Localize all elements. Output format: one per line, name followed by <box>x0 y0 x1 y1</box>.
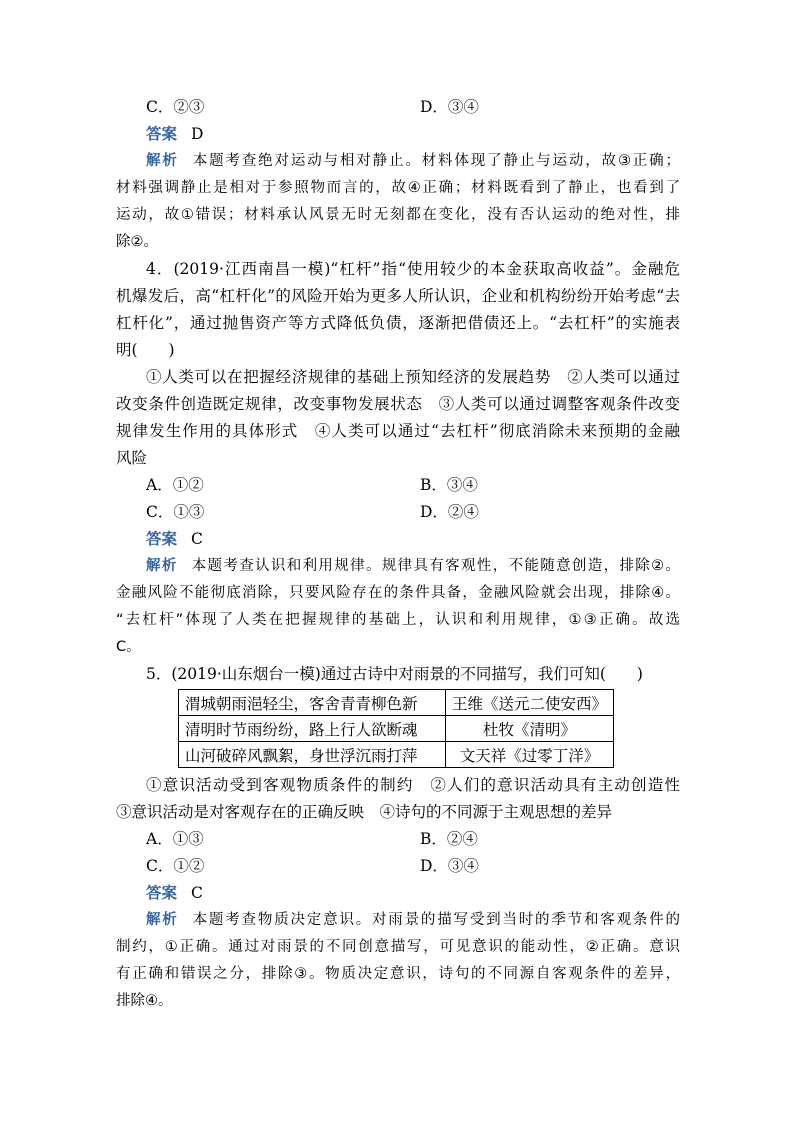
poem-source-cell: 文天祥《过零丁洋》 <box>446 742 614 768</box>
q4-item-line: ①人类可以在把握经济规律的基础上预知经济的发展趋势 ②人类可以通过 <box>146 368 680 386</box>
q5-analysis-line: 排除④。 <box>116 993 173 1009</box>
q4-item-line: 改变条件创造既定规律，改变事物发展状态 ③人类可以通过调整客观条件改变 <box>116 395 680 413</box>
answer-label: 答案 <box>146 124 178 143</box>
q4-answer <box>146 526 203 552</box>
poem-source-cell: 杜牧《清明》 <box>446 716 614 742</box>
q4-item-line: 规律发生作用的具体形式 ④人类可以通过“去杠杆”彻底消除未来预期的金融 <box>116 422 680 440</box>
q3-analysis-line: 运动，故①错误；材料承认风景无时无刻都在变化，没有否认运动的绝对性，排 <box>116 207 680 223</box>
q3-option-c: C．②③ <box>146 98 205 116</box>
q4-stem-line: 机爆发后，高“杠杆化”的风险开始为更多人所认识，企业和机构纷纷开始考虑“去 <box>116 287 680 305</box>
q5-stem: 5．(2019·山东烟台一模)通过古诗中对雨景的不同描写，我们可知( ) <box>146 665 643 683</box>
q4-analysis-line: 金融风险不能彻底消除，只要风险存在的条件具备，金融风险就会出现，排除④。 <box>116 585 680 601</box>
table-row <box>179 742 614 768</box>
q3-option-d: D．③④ <box>420 98 479 116</box>
poem-table <box>178 689 614 768</box>
q4-stem-line: 杠杆化”，通过抛售资产等方式降低负债，逐渐把借债还上。“去杠杆”的实施表 <box>116 314 680 332</box>
q5-item-line: ③意识活动是对客观存在的正确反映 ④诗句的不同源于主观思想的差异 <box>116 803 613 821</box>
analysis-label: 解析 <box>146 558 178 574</box>
q5-option-b: B．②④ <box>420 830 478 848</box>
q5-option-d: D．③④ <box>420 857 479 875</box>
q4-analysis-line: C。 <box>116 639 141 655</box>
q3-analysis-line: 解析 本题考查绝对运动与相对静止。材料体现了静止与运动，故③正确； <box>146 153 681 169</box>
q5-option-a: A．①③ <box>146 830 204 848</box>
q4-stem-line: 明( ) <box>116 341 175 359</box>
q4-stem-line: 4．(2019·江西南昌一模)“杠杆”指“使用较少的本金获取高收益”。金融危 <box>146 260 680 278</box>
q3-answer <box>146 121 203 147</box>
q5-option-c: C．①② <box>146 857 205 875</box>
q5-analysis-line: 有正确和错误之分，排除③。物质决定意识，诗句的不同源自客观条件的差异， <box>116 966 680 982</box>
q4-option-d: D．②④ <box>420 503 479 521</box>
table-row <box>179 690 614 716</box>
q4-item-line: 风险 <box>116 449 148 467</box>
q5-analysis-line: 解析 本题考查物质决定意识。对雨景的描写受到当时的季节和客观条件的 <box>146 912 681 928</box>
poem-line-cell: 渭城朝雨浥轻尘，客舍青青柳色新 <box>179 690 446 716</box>
poem-source-cell: 王维《送元二使安西》 <box>446 690 614 716</box>
q5-answer <box>146 880 203 906</box>
answer-value: D <box>191 125 204 143</box>
analysis-label: 解析 <box>146 153 179 169</box>
q4-option-a: A．①② <box>146 476 204 494</box>
answer-label: 答案 <box>146 883 178 902</box>
answer-label: 答案 <box>146 529 178 548</box>
answer-value: C <box>191 884 203 902</box>
table-row <box>179 716 614 742</box>
analysis-label: 解析 <box>146 912 179 928</box>
q3-analysis-line: 除②。 <box>116 234 158 250</box>
poem-line-cell: 山河破碎风飘絮，身世浮沉雨打萍 <box>179 742 446 768</box>
q5-item-line: ①意识活动受到客观物质条件的制约 ②人们的意识活动具有主动创造性 <box>146 776 680 794</box>
q4-option-b: B．③④ <box>420 476 478 494</box>
q4-analysis-line: “去杠杆”体现了人类在把握规律的基础上，认识和利用规律，①③正确。故选 <box>116 612 680 628</box>
q3-analysis-line: 材料强调静止是相对于参照物而言的，故④正确；材料既看到了静止，也看到了 <box>116 180 680 196</box>
q5-analysis-line: 制约，①正确。通过对雨景的不同创意描写，可见意识的能动性，②正确。意识 <box>116 939 680 955</box>
poem-line-cell: 清明时节雨纷纷，路上行人欲断魂 <box>179 716 446 742</box>
q4-analysis-line: 解析 本题考查认识和利用规律。规律具有客观性，不能随意创造，排除②。 <box>146 558 680 574</box>
q4-option-c: C．①③ <box>146 503 205 521</box>
answer-value: C <box>191 530 203 548</box>
